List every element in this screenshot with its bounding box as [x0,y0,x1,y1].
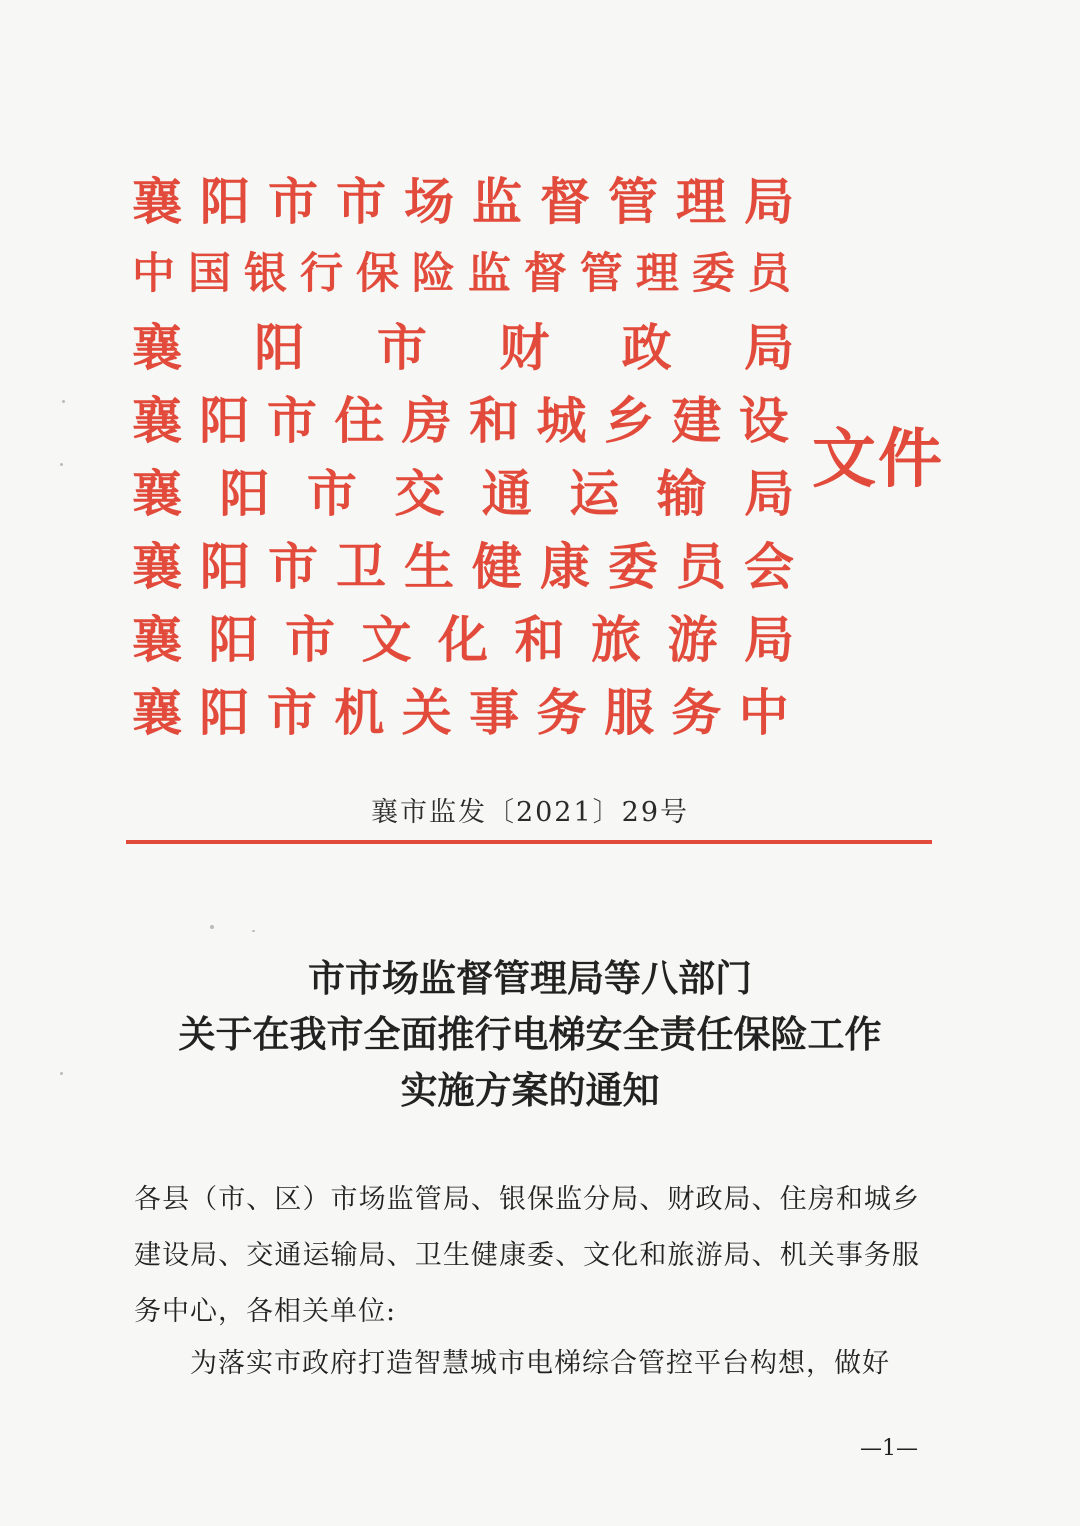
issuer-culture-tourism: 襄 阳 市 文 化 和 旅 游 局 [132,610,794,669]
issuer-health-commission: 襄 阳 市 卫 生 健 康 委 员 会 [132,537,794,596]
issuing-authorities [132,165,794,749]
red-separator-line [126,840,932,844]
document-title [100,950,960,1118]
title-line-1: 市市场监督管理局等八部门 [308,956,752,1000]
scan-speck [60,1072,63,1075]
issuer-housing-construction: 襄 阳 市 住 房 和 城 乡 建 设 [132,391,789,450]
title-line-2: 关于在我市全面推行电梯安全责任保险工作 [178,1012,882,1056]
body-paragraph: 为落实市政府打造智慧城市电梯综合管控平台构想，做好 [190,1348,890,1379]
scan-speck [252,930,255,932]
document-suffix: 文件 [812,422,944,497]
scan-speck [62,400,65,403]
addressee-paragraph: 各县（市、区）市场监管局、银保监分局、财政局、住房和城乡建设局、交通运输局、卫生健康委、文化和旅游局、机关事务服务中心，各相关单位: [134,1184,920,1327]
document-number: 襄市监发〔2021〕29号 [370,797,690,828]
page-number: —1— [860,1436,918,1461]
issuer-government-affairs: 襄 阳 市 机 关 事 务 服 务 中 [132,683,789,742]
title-line-3: 实施方案的通知 [400,1068,660,1112]
issuer-finance-bureau: 襄 阳 市 财 政 局 [132,318,794,377]
scan-speck [210,925,214,929]
scan-speck [60,463,63,466]
issuer-banking-insurance-regulator: 中 国 银 行 保 险 监 督 管 理 委 员 [132,249,790,299]
issuer-transport: 襄 阳 市 交 通 运 输 局 [132,464,794,523]
issuer-market-supervision: 襄 阳 市 市 场 监 督 管 理 局 [132,172,794,231]
